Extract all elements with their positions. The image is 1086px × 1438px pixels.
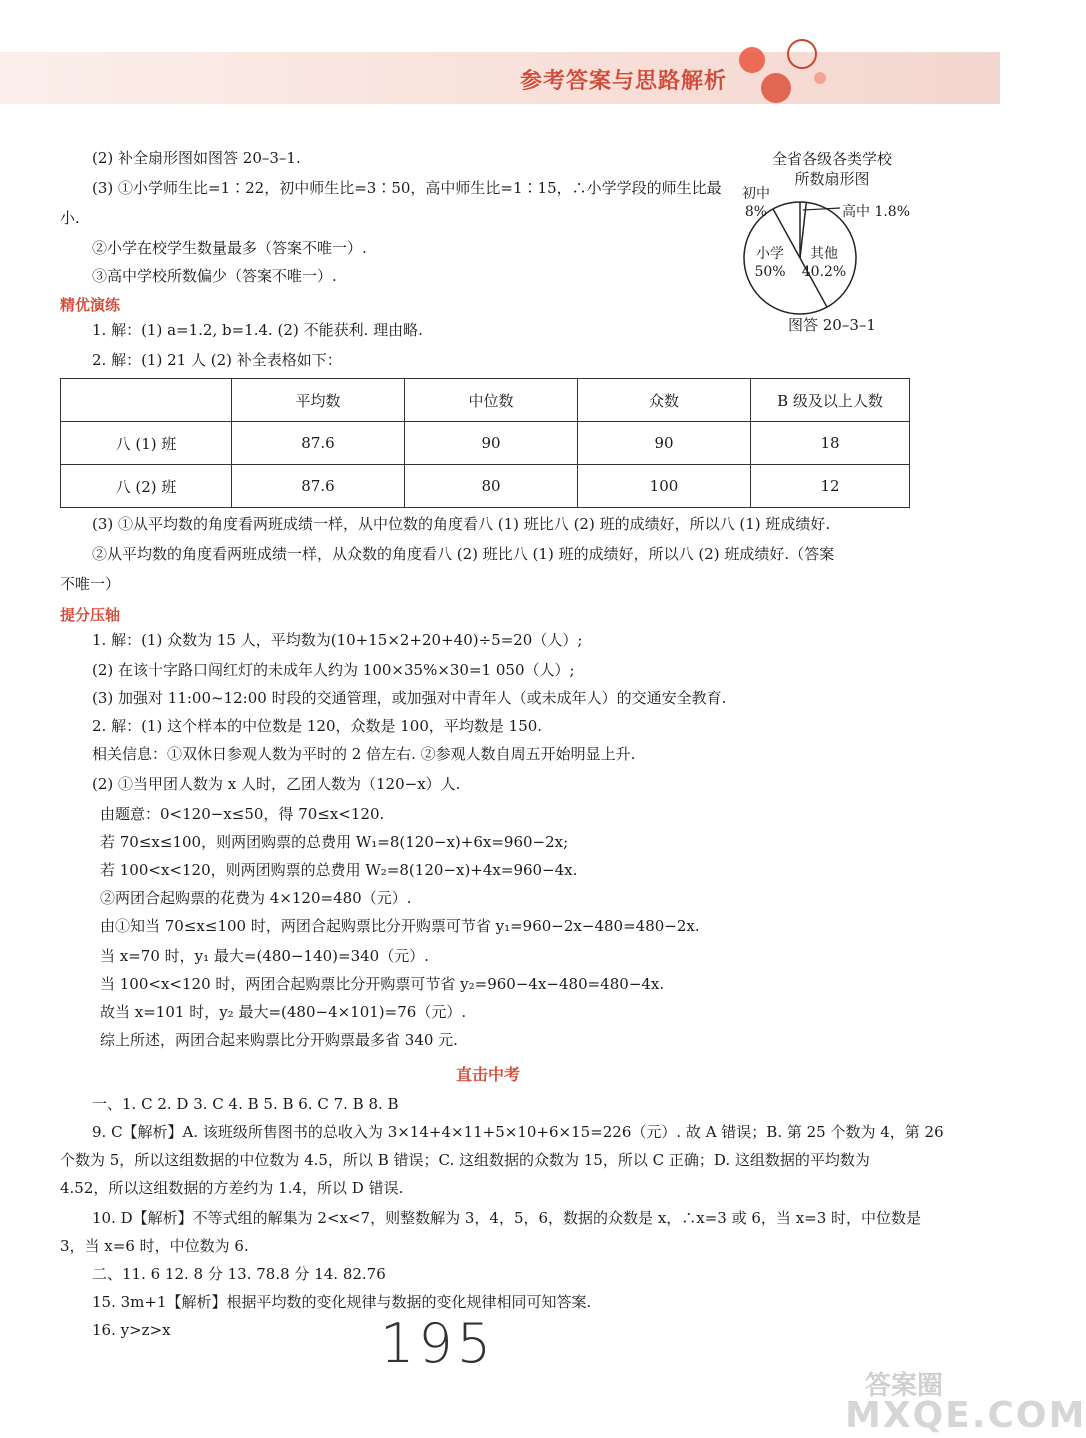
text-line: 当 100<x<120 时，两团合起购票比分开购票可节省 y₂=960−4x−480=480−4x. (100, 975, 665, 993)
table-cell: 八 (1) 班 (61, 422, 232, 465)
pie-label-name: 其他 (810, 246, 838, 262)
text-line: 若 70≤x≤100，则两团购票的总费用 W₁=8(120−x)+6x=960−2x; (100, 833, 569, 851)
text-line: 一、1. C 2. D 3. C 4. B 5. B 6. C 7. B 8. B (92, 1095, 399, 1113)
text-line: 综上所述，两团合起来购票比分开购票最多省 340 元. (100, 1031, 458, 1049)
text-line: ②两团合起购票的花费为 4×120=480（元）. (100, 889, 412, 907)
pie-label-name: 初中 (742, 186, 770, 202)
table-cell: 80 (405, 465, 578, 508)
page-header-title: 参考答案与思路解析 (520, 69, 728, 94)
header-banner (0, 52, 1000, 104)
text-line: 2. 解：(1) 21 人 (2) 补全表格如下： (92, 351, 342, 369)
text-line: ③高中学校所数偏少（答案不唯一）. (92, 267, 337, 285)
score-table (60, 378, 910, 508)
text-line: (3) 加强对 11:00~12:00 时段的交通管理，或加强对中青年人（或未成年人）的交通安全教育. (92, 689, 727, 707)
text-line: 若 100<x<120，则两团购票的总费用 W₂=8(120−x)+4x=960−4x. (100, 861, 578, 879)
table-cell: 100 (578, 465, 751, 508)
pie-label-value: 50% (754, 264, 786, 280)
text-line: 3，当 x=6 时，中位数为 6. (60, 1237, 249, 1255)
table-header-cell (61, 379, 232, 422)
text-line: 1. 解：(1) 众数为 15 人，平均数为(10+15×2+20+40)÷5=20（人）; (92, 631, 583, 649)
table-cell: 12 (751, 465, 910, 508)
text-line: (2) 补全扇形图如图答 20–3–1. (92, 149, 301, 167)
pie-title-line2: 所数扇形图 (794, 170, 870, 188)
text-line: 由①知当 70≤x≤100 时，两团合起购票比分开购票可节省 y₁=960−2x−480=480−2x. (100, 917, 700, 935)
pie-label-name: 小学 (756, 246, 784, 262)
watermark-url: MXQE.COM (845, 1395, 1086, 1436)
table-header-row (61, 379, 910, 422)
pie-caption: 图答 20–3–1 (788, 316, 876, 334)
pie-slice-其他 (800, 202, 806, 258)
table-cell: 八 (2) 班 (61, 465, 232, 508)
text-line: 个数为 5，所以这组数据的中位数为 4.5，所以 B 错误；C. 这组数据的众数为 15，所以 C 正确；D. 这组数据的平均数为 (60, 1151, 870, 1169)
section-title-practice: 精优演练 (60, 296, 121, 314)
table-header-cell: 平均数 (232, 379, 405, 422)
section-title-pressure: 提分压轴 (60, 606, 121, 624)
text-line: ②小学在校学生数量最多（答案不唯一）. (92, 239, 367, 257)
text-line: 相关信息：①双休日参观人数为平时的 2 倍左右. ②参观人数自周五开始明显上升. (92, 745, 636, 763)
text-line: (3) ①从平均数的角度看两班成绩一样，从中位数的角度看八 (1) 班比八 (2) 班的成绩好，所以八 (1) 班成绩好. (92, 515, 831, 533)
table-header-cell: 众数 (578, 379, 751, 422)
table-header-cell: 中位数 (405, 379, 578, 422)
text-line: 不唯一） (60, 575, 121, 593)
decorative-balls-icon (730, 38, 830, 108)
text-line: 故当 x=101 时，y₂ 最大=(480−4×101)=76（元）. (100, 1003, 467, 1021)
text-line: 1. 解：(1) a=1.2, b=1.4. (2) 不能获利. 理由略. (92, 321, 423, 339)
handwritten-page-number: 195 (380, 1312, 496, 1375)
text-line: (2) ①当甲团人数为 x 人时，乙团人数为（120−x）人. (92, 775, 461, 793)
table-row (61, 465, 910, 508)
table-cell: 87.6 (232, 465, 405, 508)
table-cell: 87.6 (232, 422, 405, 465)
text-line: 4.52，所以这组数据的方差约为 1.4，所以 D 错误. (60, 1179, 404, 1197)
text-line: 2. 解：(1) 这个样本的中位数是 120，众数是 100，平均数是 150. (92, 717, 543, 735)
text-line: 15. 3m+1【解析】根据平均数的变化规律与数据的变化规律相同可知答案. (92, 1293, 592, 1311)
watermark-logo: 答案圈 (865, 1371, 944, 1401)
text-line: 小. (60, 209, 80, 227)
table-cell: 18 (751, 422, 910, 465)
pie-chart (720, 180, 930, 320)
text-line: 二、11. 6 12. 8 分 13. 78.8 分 14. 82.76 (92, 1265, 386, 1283)
table-header-cell: B 级及以上人数 (751, 379, 910, 422)
pie-leader-line (803, 208, 840, 210)
pie-label-value: 40.2% (801, 264, 847, 280)
pie-label-value: 8% (744, 204, 768, 220)
text-line: 16. y>z>x (92, 1321, 171, 1339)
pie-title-line1: 全省各级各类学校 (771, 150, 892, 168)
text-line: ②从平均数的角度看两班成绩一样，从众数的角度看八 (2) 班比八 (1) 班的成绩好，所以八 (2) 班成绩好.（答案 (92, 545, 835, 563)
section-title-exam: 直击中考 (456, 1065, 521, 1084)
text-line: 当 x=70 时，y₁ 最大=(480−140)=340（元）. (100, 947, 429, 965)
table-cell: 90 (405, 422, 578, 465)
text-line: 9. C【解析】A. 该班级所售图书的总收入为 3×14+4×11+5×10+6×15=226（元）. 故 A 错误；B. 第 25 个数为 4，第 26 (92, 1123, 944, 1141)
pie-label-outside: 高中 1.8% (842, 204, 911, 220)
text-line: 由题意：0<120−x≤50，得 70≤x<120. (100, 805, 385, 823)
text-line: 10. D【解析】不等式组的解集为 2<x<7，则整数解为 3，4，5，6，数据的众数是 x，∴x=3 或 6，当 x=3 时，中位数是 (92, 1209, 922, 1227)
text-line: (3) ①小学师生比=1∶22，初中师生比=3∶50，高中师生比=1∶15，∴小学学段的师生比最 (92, 179, 722, 197)
text-line: (2) 在该十字路口闯红灯的未成年人约为 100×35%×30=1 050（人）; (92, 661, 575, 679)
table-row (61, 422, 910, 465)
table-cell: 90 (578, 422, 751, 465)
